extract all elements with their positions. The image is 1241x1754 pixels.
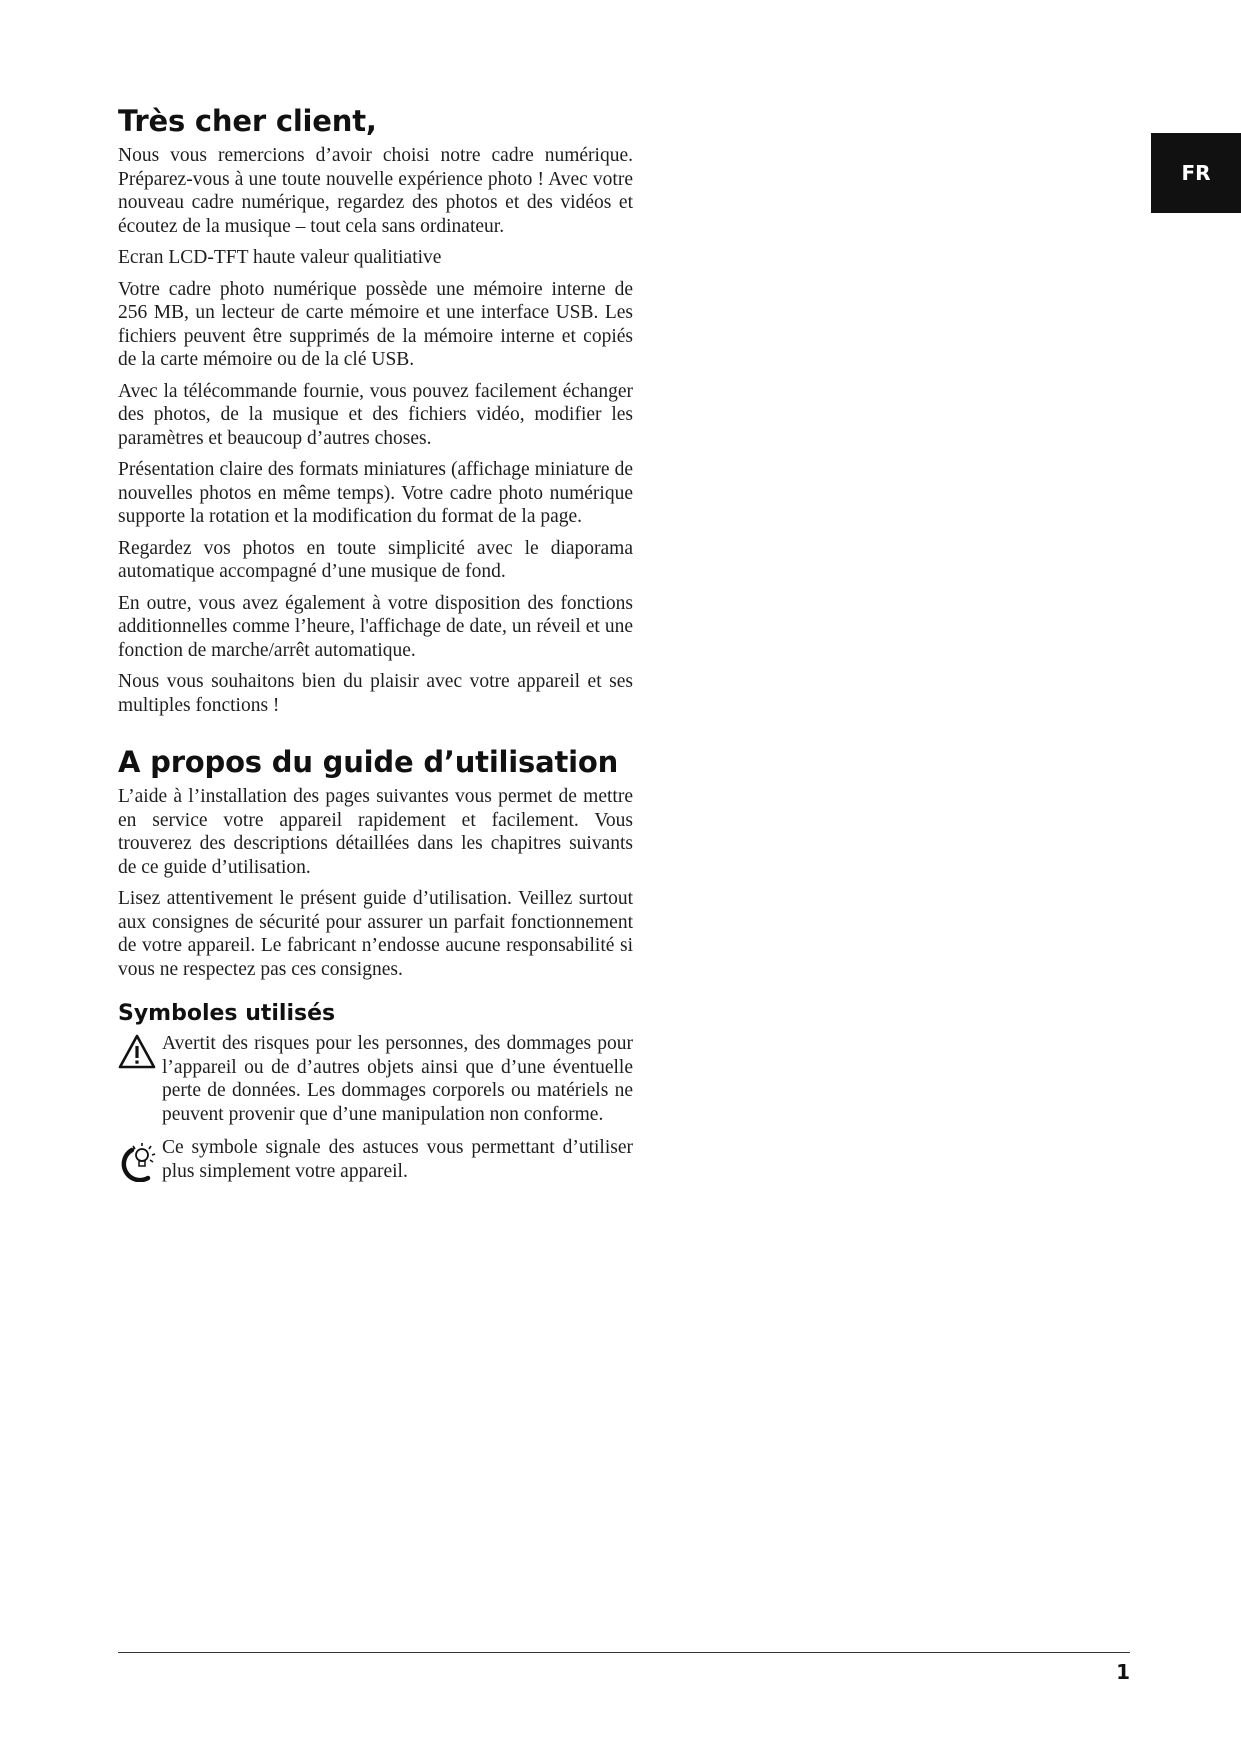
page-number: 1 (1116, 1660, 1130, 1684)
warning-text: Avertit des risques pour les personnes, des dommages pour l’appareil ou de d’autres objets ainsi que d’une éventuelle perte de données. Les dommages corporels ou matériels ne peuvent provenir que d’une manipulation non conforme. (162, 1033, 633, 1125)
lightbulb-tip-icon (118, 1138, 162, 1187)
welcome-paragraph: Nous vous remercions d’avoir choisi notre cadre numérique. Préparez-vous à une toute nouvelle expérience photo ! Avec votre nouveau cadre numérique, regardez des photos et des vidéos et écoutez de la musique – tout cela sans ordinateur. (118, 145, 633, 237)
guide-paragraph: L’aide à l’installation des pages suivantes vous permet de mettre en service votre appareil rapidement et facilement. Vous trouverez des descriptions détaillées dans les chapitres suivants de ce guide d’utilisation. (118, 786, 633, 878)
welcome-paragraph: Nous vous souhaitons bien du plaisir avec votre appareil et ses multiples fonctions ! (118, 671, 633, 716)
main-column (118, 104, 633, 1197)
language-tab: FR (1151, 133, 1241, 213)
section-title-welcome: Très cher client, (118, 104, 377, 138)
welcome-paragraph: Regardez vos photos en toute simplicité avec le diaporama automatique accompagné d’une musique de fond. (118, 537, 633, 582)
warning-triangle-icon (118, 1034, 162, 1075)
tip-symbol-row (118, 1136, 633, 1187)
footer-divider (118, 1652, 1130, 1653)
welcome-paragraph: Présentation claire des formats miniatures (affichage miniature de nouvelles photos en même temps). Votre cadre photo numérique supporte la rotation et la modification du format de la page. (118, 459, 633, 527)
welcome-paragraph: Avec la télécommande fournie, vous pouvez facilement échanger des photos, de la musique et des fichiers vidéo, modifier les paramètres et beaucoup d’autres choses. (118, 380, 633, 449)
tip-text: Ce symbole signale des astuces vous permettant d’utiliser plus simplement votre appareil. (162, 1137, 633, 1182)
welcome-paragraph: Ecran LCD-TFT haute valeur qualitiative (118, 247, 442, 268)
welcome-paragraph: Votre cadre photo numérique possède une mémoire interne de 256 MB, un lecteur de carte mémoire et une interface USB. Les fichiers peuvent être supprimés de la mémoire interne et copiés de la carte mémoire ou de la clé USB. (118, 278, 633, 370)
welcome-paragraph: En outre, vous avez également à votre disposition des fonctions additionnelles comme l’heure, l'affichage de date, un réveil et une fonction de marche/arrêt automatique. (118, 592, 633, 661)
warning-symbol-row (118, 1032, 633, 1126)
section-title-guide: A propos du guide d’utilisation (118, 745, 619, 779)
section-title-symbols: Symboles utilisés (118, 1001, 336, 1026)
guide-paragraph: Lisez attentivement le présent guide d’utilisation. Veillez surtout aux consignes de sécurité pour assurer un parfait fonctionnement de votre appareil. Le fabricant n’endosse aucune responsabilité si vous ne respectez pas ces consignes. (118, 888, 633, 980)
